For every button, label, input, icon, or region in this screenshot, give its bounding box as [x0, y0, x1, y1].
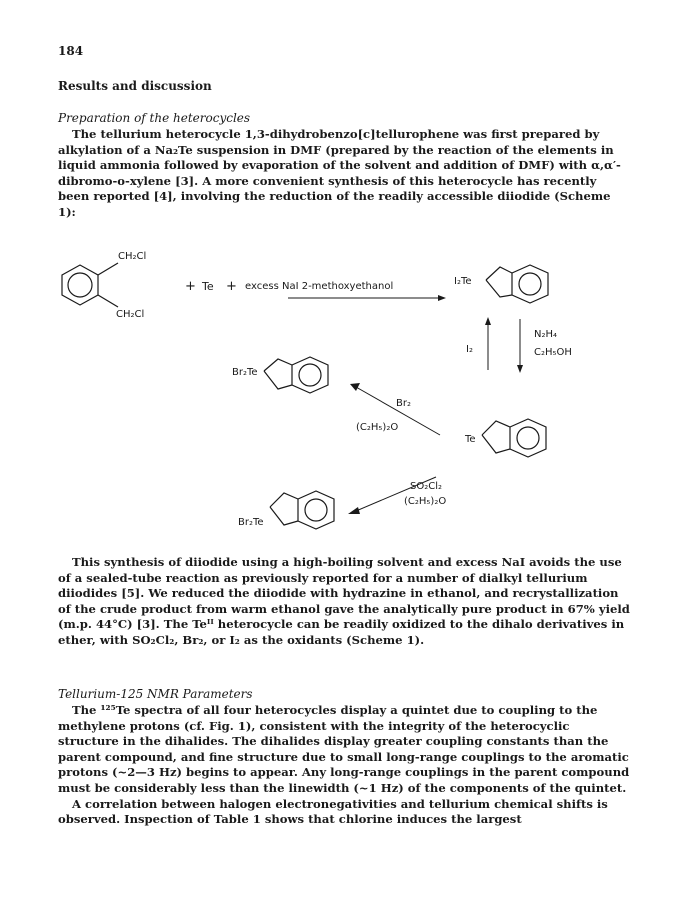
- i2-label: I₂: [466, 344, 473, 355]
- te-reagent: Te: [202, 280, 214, 293]
- nmr-heading: Tellurium-125 NMR Parameters: [58, 687, 253, 701]
- nmr-paragraph-text: The ¹²⁵Te spectra of all four heterocycles display a quintet due to coupling to the methylene protons (cf. Fig. 1), consistent with the integrity of the heterocyclic structure in the dihalides. The dihalides display greater coupling constants than the parent compound, and fine structure due to small long-range couplings to the aromatic protons (~2—3 Hz) begins to appear. Any long-range couplings in the parent compound must be considerably less than the linewidth (~1 Hz) of the components of the quintet.: [58, 703, 630, 795]
- ether-label-2: (C₂H₅)₂O: [404, 496, 447, 507]
- te-parent-label: Te: [465, 434, 476, 445]
- dichloroxylene-structure: [62, 263, 118, 307]
- plus-sign-2: +: [226, 279, 237, 294]
- up-arrowhead: [485, 317, 491, 325]
- so2cl2-label: SO₂Cl₂: [410, 481, 442, 492]
- parent-heterocycle-structure: [482, 419, 546, 457]
- scheme-1: [0, 225, 680, 545]
- prep-paragraph: [58, 127, 630, 221]
- nmr-paragraph: [58, 703, 630, 828]
- forward-arrowhead: [438, 295, 446, 301]
- section-title: Results and discussion: [58, 79, 212, 93]
- dichloride-structure: [270, 491, 334, 529]
- prep-heading: Preparation of the heterocycles: [58, 111, 251, 125]
- ch2cl-top: CH₂Cl: [118, 251, 147, 262]
- bottom-dihalide-label: Br₂Te: [238, 517, 264, 528]
- plus-sign-1: +: [185, 279, 196, 294]
- reagent-conditions: excess NaI 2-methoxyethanol: [245, 281, 394, 292]
- br2-label: Br₂: [396, 398, 411, 409]
- chlorination-arrowhead: [348, 507, 360, 514]
- synthesis-paragraph: [58, 555, 630, 649]
- correlation-paragraph-text: A correlation between halogen electronegativities and tellurium chemical shifts is observed. Inspection of Table 1 shows that chlorine induces the largest: [58, 796, 608, 827]
- down-arrowhead: [517, 365, 523, 373]
- ch2cl-bottom: CH₂Cl: [116, 309, 145, 320]
- n2h4-label: N₂H₄: [534, 329, 558, 340]
- dibromide-structure: [264, 357, 328, 393]
- diiodide-structure: [486, 265, 548, 303]
- prep-paragraph-text: The tellurium heterocycle 1,3-dihydrobenzo[c]tellurophene was first prepared by alkylation of a Na₂Te suspension in DMF (prepared by the reaction of the elements in liquid ammonia followed by evaporation of the solvent and addition of DMF) with α,α′-dibromo-o-xylene [3]. A more convenient synthesis of this heterocycle has recently been reported [4], involving the reduction of the readily accessible diiodide (Scheme 1):: [58, 127, 621, 219]
- ether-label-1: (C₂H₅)₂O: [356, 422, 399, 433]
- synthesis-paragraph-text: This synthesis of diiodide using a high-boiling solvent and excess NaI avoids the use of a sealed-tube reaction as previously reported for a number of dialkyl tellurium diiodides [5]. We reduced the diiodide with hydrazine in ethanol, and recrystallization of the crude product from warm ethanol gave the analytically pure product in 67% yield (m.p. 44°C) [3]. The Teᴵᴵ heterocycle can be readily oxidized to the dihalo derivatives in ether, with SO₂Cl₂, Br₂, or I₂ as the oxidants (Scheme 1).: [58, 555, 630, 647]
- br2te-label: Br₂Te: [232, 367, 258, 378]
- c2h5oh-label: C₂H₅OH: [534, 347, 572, 358]
- page-number: 184: [58, 44, 84, 58]
- i2te-label: I₂Te: [454, 276, 472, 287]
- bromination-arrowhead: [350, 383, 360, 391]
